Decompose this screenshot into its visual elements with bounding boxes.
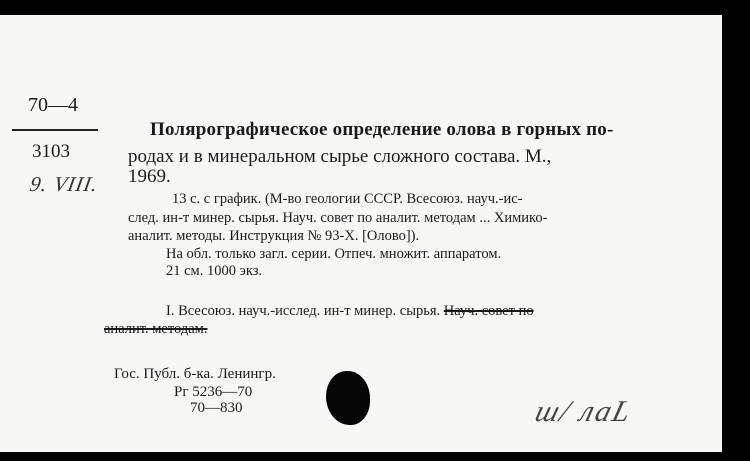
description-line: 21 см. 1000 экз. [166,263,263,279]
handwritten-signature: ш/ лаL [531,395,637,428]
catalog-card [0,15,722,452]
description-line: 13 с. с график. (М-во геологии СССР. Всесоюз. науч.-ис- [172,191,523,207]
call-number: 70—4 [28,94,78,116]
title-bold: Полярографическое определение олова в горных по- [150,119,614,140]
accession-number: 3103 [32,141,70,162]
tracing-struck: Науч. совет по [443,303,534,319]
tracing-struck-line-2: аналит. методам. [104,321,208,337]
library-line: Рг 5236—70 [174,384,253,400]
description-line: аналит. методы. Инструкция № 93-Х. [Олово]). [128,228,420,244]
title-line-3: 1969. [128,166,171,187]
divider [12,129,98,131]
ink-blot [326,371,370,425]
title-line-1 [150,119,614,141]
tracing-line-1 [166,303,534,320]
description-line: след. ин-т минер. сырья. Науч. совет по аналит. методам ... Химико- [128,210,548,226]
title-line-2: родах и в минеральном сырье сложного состава. М., [128,146,552,167]
handwritten-note: 9. VIII. [27,172,101,196]
library-line: 70—830 [190,400,243,416]
library-line: Гос. Публ. б-ка. Ленингр. [114,366,276,382]
description-line: На обл. только загл. серии. Отпеч. множит. аппаратом. [166,246,502,262]
tracing-prefix: I. Всесоюз. науч.-исслед. ин-т минер. сырья. [166,303,444,319]
